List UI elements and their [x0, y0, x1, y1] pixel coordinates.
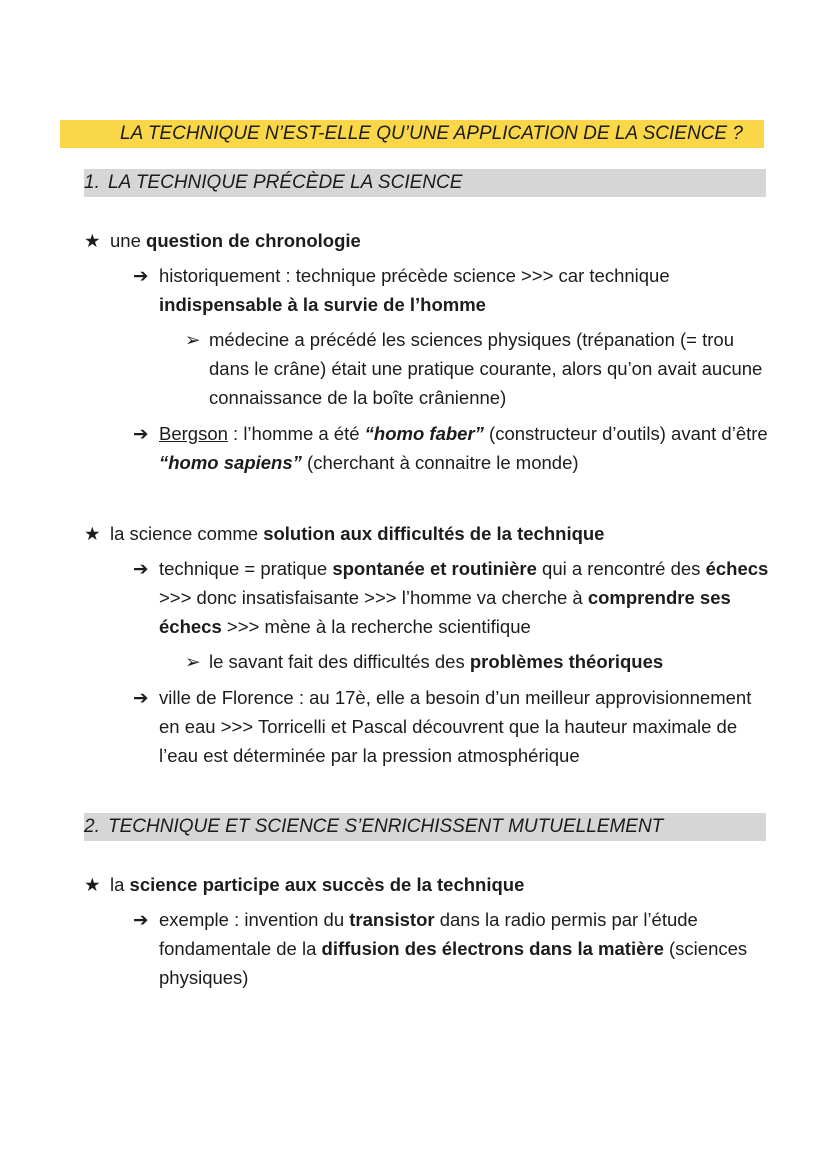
bold-text: échecs [705, 558, 769, 579]
sub-point-cont [159, 934, 747, 963]
sub-point-cont [159, 612, 531, 641]
triangle-arrow-icon: ➢ [185, 651, 201, 672]
text: (constructeur d’outils) avant d’être [483, 423, 768, 444]
bullet-solution [84, 519, 604, 548]
bold-text: solution aux difficultés de la technique [263, 523, 605, 544]
text: historiquement : technique précède science >>> car technique [159, 265, 670, 286]
text: >>> donc insatisfaisante >>> l’homme va cherche à [159, 587, 588, 608]
sub-point-cont [159, 583, 731, 612]
text: la science comme [110, 523, 264, 544]
text: technique = pratique [159, 558, 333, 579]
section-title: TECHNIQUE ET SCIENCE S’ENRICHISSENT MUTUELLEMENT [108, 816, 664, 837]
bullet-science-success [84, 870, 524, 899]
sub-point [133, 905, 698, 934]
bold-text: science participe aux succès de la technique [129, 874, 525, 895]
star-icon: ★ [84, 230, 101, 251]
bold-text: comprendre ses [587, 587, 731, 608]
section-1-heading [84, 169, 766, 197]
sub-point-cont: en eau >>> Torricelli et Pascal découvrent que la hauteur maximale de [159, 716, 738, 737]
bold-text: spontanée et routinière [332, 558, 537, 579]
triangle-arrow-icon: ➢ [185, 329, 201, 350]
nested-point [185, 647, 663, 676]
sub-point [133, 683, 751, 712]
section-number: 1. [84, 172, 100, 193]
text: une [110, 230, 147, 251]
bold-text: diffusion des électrons dans la matière [321, 938, 664, 959]
sub-point-cont: l’eau est déterminée par la pression atmosphérique [159, 745, 580, 766]
text: médecine a précédé les sciences physiques (trépanation (= trou [209, 329, 734, 350]
section-title: LA TECHNIQUE PRÉCÈDE LA SCIENCE [108, 172, 463, 193]
bold-text: transistor [349, 909, 435, 930]
sub-point [133, 261, 670, 290]
arrow-right-icon: ➔ [133, 265, 149, 286]
bold-text: échecs [159, 616, 222, 637]
text: exemple : invention du [159, 909, 350, 930]
bold-text: problèmes théoriques [469, 651, 664, 672]
arrow-right-icon: ➔ [133, 558, 149, 579]
text: : l’homme a été [227, 423, 365, 444]
star-icon: ★ [84, 523, 101, 544]
section-2-heading [84, 813, 766, 841]
sub-point-cont [159, 448, 579, 477]
text: qui a rencontré des [536, 558, 706, 579]
text: fondamentale de la [159, 938, 322, 959]
arrow-right-icon: ➔ [133, 423, 149, 444]
term: “homo sapiens” [159, 452, 302, 473]
text: (sciences [663, 938, 748, 959]
text: ville de Florence : au 17è, elle a besoin d’un meilleur approvisionnement [159, 687, 752, 708]
page-title: LA TECHNIQUE N’EST-ELLE QU’UNE APPLICATION DE LA SCIENCE ? [60, 120, 764, 148]
sub-point-cont [159, 290, 486, 319]
sub-point-bergson [133, 419, 768, 448]
text: dans la radio permis par l’étude [434, 909, 698, 930]
sub-point-cont: physiques) [159, 967, 249, 988]
term: “homo faber” [364, 423, 484, 444]
nested-point-cont: connaissance de la boîte crânienne) [209, 387, 507, 408]
arrow-right-icon: ➔ [133, 687, 149, 708]
nested-point-cont: dans le crâne) était une pratique courante, alors qu’on avait aucune [209, 358, 763, 379]
text: le savant fait des difficultés des [209, 651, 470, 672]
text: >>> mène à la recherche scientifique [221, 616, 531, 637]
text: (cherchant à connaitre le monde) [301, 452, 579, 473]
star-icon: ★ [84, 874, 101, 895]
bold-text: indispensable à la survie de l’homme [159, 294, 486, 315]
text: la [110, 874, 130, 895]
section-number: 2. [84, 816, 100, 837]
author-name: Bergson [159, 423, 228, 444]
nested-point [185, 325, 734, 354]
sub-point [133, 554, 768, 583]
bullet-chronology [84, 226, 361, 255]
arrow-right-icon: ➔ [133, 909, 149, 930]
bold-text: question de chronologie [146, 230, 361, 251]
